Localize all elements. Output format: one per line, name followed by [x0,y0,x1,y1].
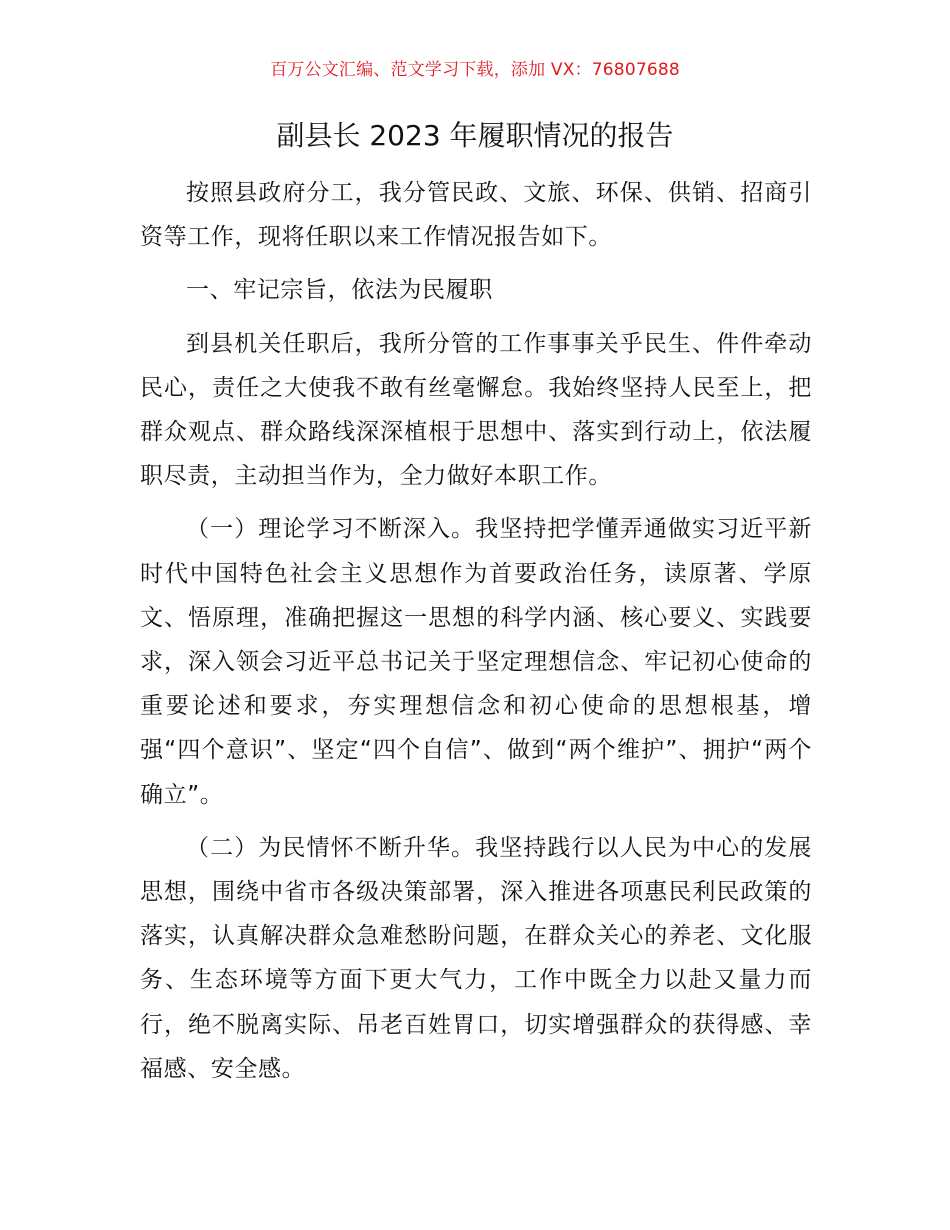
item-paragraph-1: （一）理论学习不断深入。我坚持把学懂弄通做实习近平新时代中国特色社会主义思想作为首要政治任务，读原著、学原文、悟原理，准确把握这一思想的科学内涵、核心要义、实践要求，深入领会习近平总书记关于坚定理想信念、牢记初心使命的重要论述和要求，夯实理想信念和初心使命的思想根基，增强“四个意识”、坚定“四个自信”、做到“两个维护”、拥护“两个确立”。 [140,516,812,808]
intro-paragraph: 按照县政府分工，我分管民政、文旅、环保、供销、招商引资等工作，现将任职以来工作情况报告如下。 [140,180,812,251]
section-heading: 一、牢记宗旨，依法为民履职 [186,277,493,304]
promo-banner: 百万公文汇编、范文学习下载，添加 VX：76807688 [270,60,680,80]
item-paragraph-2: （二）为民情怀不断升华。我坚持践行以人民为中心的发展思想，围绕中省市各级决策部署，深入推进各项惠民利民政策的落实，认真解决群众急难愁盼问题，在群众关心的养老、文化服务、生态环境等方面下更大气力，工作中既全力以赴又量力而行，绝不脱离实际、吊老百姓胃口，切实增强群众的获得感、幸福感、安全感。 [140,834,812,1082]
document-title: 副县长 2023 年履职情况的报告 [276,119,674,152]
section-paragraph: 到县机关任职后，我所分管的工作事事关乎民生、件件牵动民心，责任之大使我不敢有丝毫懈怠。我始终坚持人民至上，把群众观点、群众路线深深植根于思想中、落实到行动上，依法履职尽责，主动担当作为，全力做好本职工作。 [140,330,812,490]
document-body [140,171,812,1091]
